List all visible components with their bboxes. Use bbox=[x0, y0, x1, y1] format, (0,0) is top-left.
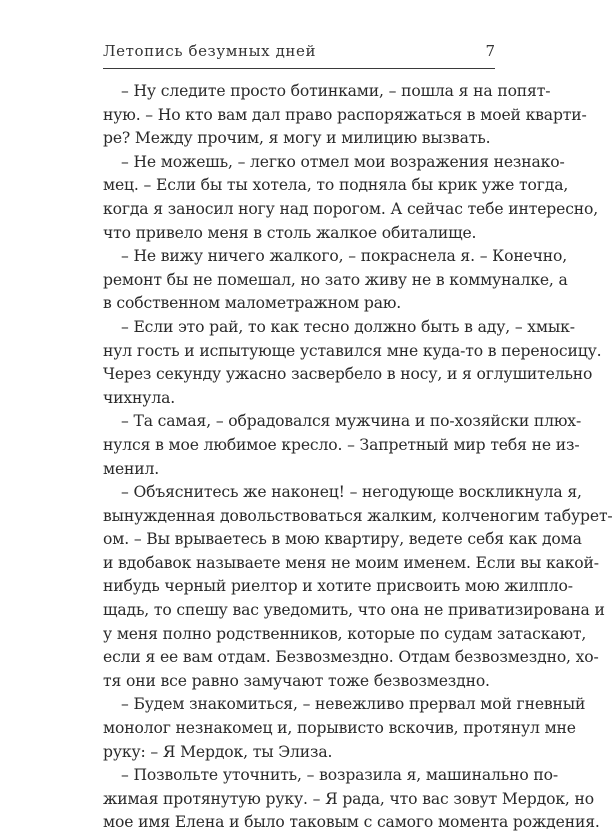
paragraph bbox=[103, 481, 613, 693]
text-line: щадь, то спешу вас уведомить, что она не приватизирована и bbox=[103, 601, 605, 620]
text-line: руку: – Я Мердок, ты Элиза. bbox=[103, 742, 333, 761]
paragraph bbox=[103, 764, 600, 835]
text-line: – Если это рай, то как тесно должно быть в аду, – хмык- bbox=[121, 317, 575, 336]
text-line: мое имя Елена и было таковым с самого момента рождения. bbox=[103, 813, 600, 832]
text-line: – Не вижу ничего жалкого, – покраснела я. – Конечно, bbox=[121, 247, 568, 266]
header-rule bbox=[103, 68, 495, 69]
text-line: ную. – Но кто вам дал право распоряжаться в моей кварти- bbox=[103, 105, 587, 124]
text-line: – Ну следите просто ботинками, – пошла я на попят- bbox=[121, 82, 551, 100]
text-line: в собственном малометражном раю. bbox=[103, 294, 402, 313]
text-line: и вдобавок называете меня не моим именем. Если вы какой- bbox=[103, 553, 599, 572]
book-page bbox=[103, 0, 613, 832]
text-line: что привело меня в столь жалкое обиталище. bbox=[103, 223, 477, 242]
running-head bbox=[103, 40, 495, 62]
text-line: – Позвольте уточнить, – возразила я, машинально по- bbox=[121, 766, 558, 785]
paragraph bbox=[103, 693, 586, 764]
text-line: ремонт бы не помешал, но зато живу не в коммуналке, а bbox=[103, 270, 568, 289]
text-line: – Та самая, – обрадовался мужчина и по-хозяйски плюх- bbox=[121, 412, 582, 431]
text-line: нул гость и испытующе уставился мне куда-то в переносицу. bbox=[103, 341, 602, 360]
text-line: – Объяснитесь же наконец! – негодующе воскликнула я, bbox=[121, 483, 582, 502]
text-line: жимая протянутую руку. – Я рада, что вас зовут Мердок, но bbox=[103, 789, 595, 808]
text-line: тя они все равно замучают тоже безвозмездно. bbox=[103, 671, 490, 690]
paragraph bbox=[103, 245, 568, 316]
running-title: Летопись безумных дней bbox=[103, 42, 317, 60]
text-line: нибудь черный риелтор и хотите присвоить мою жилпло- bbox=[103, 577, 573, 596]
paragraph bbox=[103, 151, 599, 245]
text-line: ом. – Вы врываетесь в мою квартиру, ведете себя как дома bbox=[103, 530, 582, 549]
text-line: нулся в мое любимое кресло. – Запретный мир тебя не из- bbox=[103, 435, 580, 454]
body-text bbox=[103, 80, 613, 835]
text-line: – Не можешь, – легко отмел мои возражения незнако- bbox=[121, 152, 565, 171]
paragraph bbox=[103, 316, 602, 410]
page-number: 7 bbox=[485, 42, 495, 60]
text-line: мец. – Если бы ты хотела, то подняла бы крик уже тогда, bbox=[103, 176, 569, 195]
text-line: монолог незнакомец и, порывисто вскочив, протянул мне bbox=[103, 719, 576, 738]
text-line: когда я заносил ногу над порогом. А сейчас тебе интересно, bbox=[103, 199, 599, 218]
text-line: менил. bbox=[103, 459, 160, 478]
text-line: – Будем знакомиться, – невежливо прервал мой гневный bbox=[121, 695, 586, 714]
paragraph bbox=[103, 410, 582, 481]
text-line: чихнула. bbox=[103, 388, 176, 407]
text-line: ре? Между прочим, я могу и милицию вызвать. bbox=[103, 129, 491, 148]
text-line: если я ее вам отдам. Безвозмездно. Отдам безвозмездно, хо- bbox=[103, 648, 599, 667]
paragraph bbox=[103, 80, 587, 151]
text-line: у меня полно родственников, которые по судам затаскают, bbox=[103, 624, 587, 643]
text-line: Через секунду ужасно засвербело в носу, и я оглушительно bbox=[103, 365, 593, 384]
text-line: вынужденная довольствоваться жалким, колченогим табурет- bbox=[103, 506, 613, 525]
